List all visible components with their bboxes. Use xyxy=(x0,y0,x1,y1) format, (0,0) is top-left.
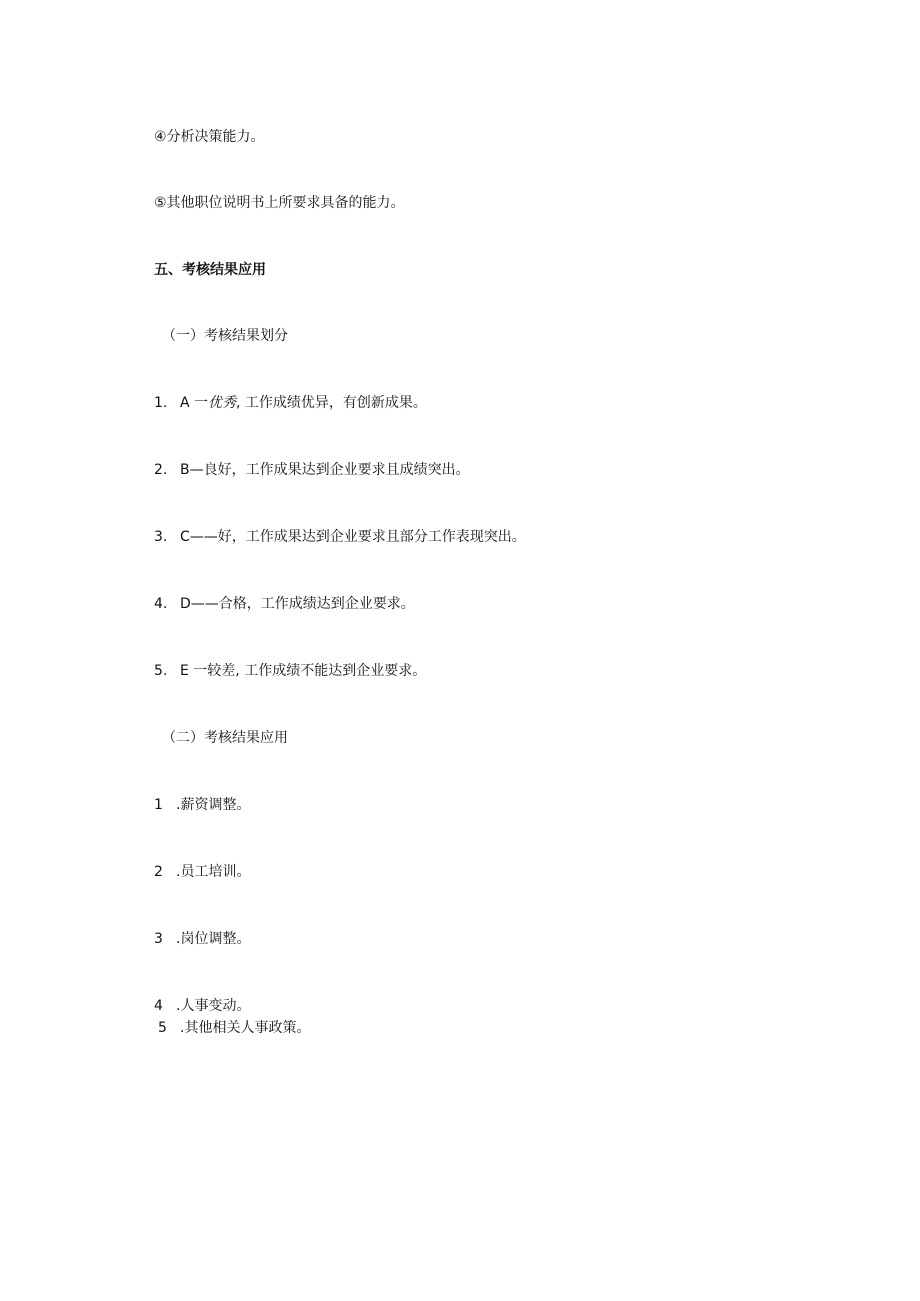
grade-item xyxy=(154,595,415,613)
list-number: 5. xyxy=(154,663,168,679)
grade-text: E 一较差, 工作成绩不能达到企业要求。 xyxy=(180,663,427,679)
section-title: 五、考核结果应用 xyxy=(154,262,266,278)
grade-text: , 工作成绩优异，有创新成果。 xyxy=(236,395,427,411)
grade-item xyxy=(154,394,427,412)
grade-item xyxy=(154,528,526,546)
list-number: 2. xyxy=(154,462,168,478)
list-number: 5 xyxy=(158,1020,167,1036)
list-number: 4. xyxy=(154,596,168,612)
grade-prefix: A 一 xyxy=(180,395,209,411)
grade-item xyxy=(154,662,426,680)
application-item xyxy=(154,930,250,948)
subsection-title: （一）考核结果划分 xyxy=(162,328,288,344)
subsection-title: （二）考核结果应用 xyxy=(162,730,288,746)
application-text: .员工培训。 xyxy=(176,864,251,880)
application-item xyxy=(154,863,250,881)
list-number: 1. xyxy=(154,395,168,411)
application-text: .薪资调整。 xyxy=(176,797,251,813)
grade-text: C——好，工作成果达到企业要求且部分工作表现突出。 xyxy=(180,529,526,545)
list-number: 4 xyxy=(154,998,163,1014)
list-number: 3. xyxy=(154,529,168,545)
grade-item xyxy=(154,461,470,479)
application-text: .岗位调整。 xyxy=(176,931,251,947)
ability-item: ⑤其他职位说明书上所要求具备的能力。 xyxy=(154,195,405,211)
list-number: 3 xyxy=(154,931,163,947)
list-number: 2 xyxy=(154,864,163,880)
ability-item: ④分析决策能力。 xyxy=(154,129,265,145)
grade-emphasis: 优秀 xyxy=(208,395,237,411)
application-item xyxy=(158,1019,310,1037)
application-text: .其他相关人事政策。 xyxy=(180,1020,311,1036)
application-item xyxy=(154,796,250,814)
application-item xyxy=(154,997,250,1015)
grade-text: B—良好，工作成果达到企业要求且成绩突出。 xyxy=(180,462,470,478)
application-text: .人事变动。 xyxy=(176,998,251,1014)
grade-text: D——合格，工作成绩达到企业要求。 xyxy=(180,596,415,612)
list-number: 1 xyxy=(154,797,163,813)
